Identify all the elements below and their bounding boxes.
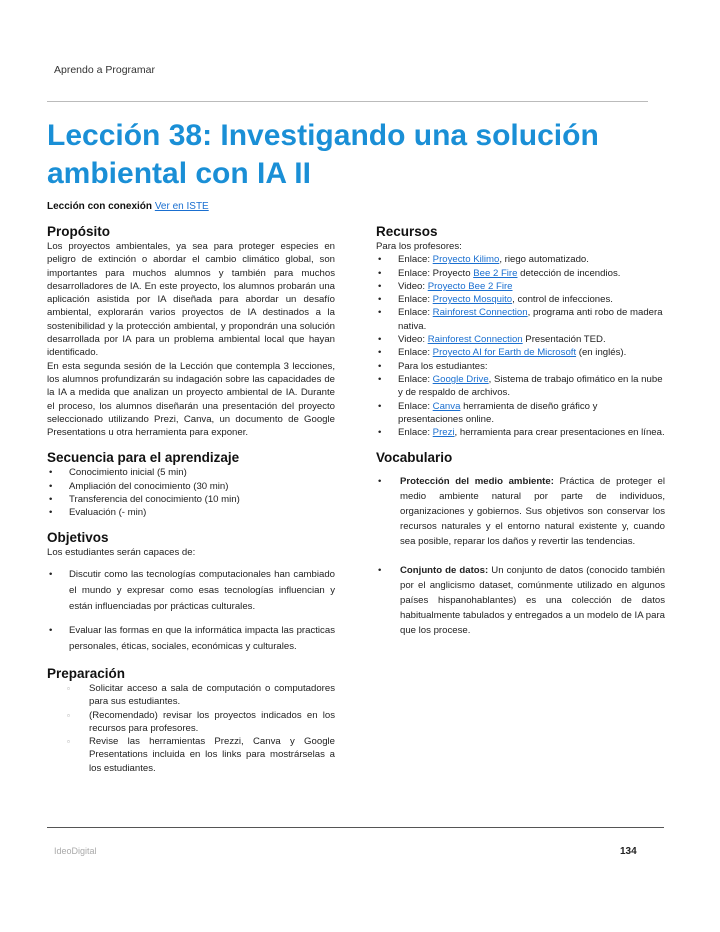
resource-link[interactable]: Rainforest Connection <box>432 307 528 319</box>
right-column <box>376 223 665 638</box>
page-number: 134 <box>620 846 637 857</box>
vocab-item <box>376 474 665 549</box>
brand-logo: IdeoDigital <box>54 846 97 856</box>
resource-text: Presentación TED. <box>522 334 606 346</box>
vocabulario-heading: Vocabulario <box>376 450 453 466</box>
page-title: Lección 38: Investigando una solución ambiental con IA II <box>47 119 599 190</box>
footer-divider <box>47 827 664 828</box>
resource-link[interactable]: Prezi <box>432 427 455 439</box>
resource-text: Enlace: <box>398 400 433 412</box>
resource-item <box>376 253 665 266</box>
resource-text: Enlace: <box>398 294 433 306</box>
connection-line <box>47 201 209 212</box>
resource-text: Video: <box>398 334 428 346</box>
list-item: • Evaluación (- min) <box>47 506 335 519</box>
resource-item <box>376 400 665 427</box>
recursos-list <box>376 253 665 439</box>
list-item: ▫ Revise las herramientas Prezzi, Canva y Google Presentations incluida en los links para mostrárselas a los estudiantes. <box>47 735 335 775</box>
vocab-term: Conjunto de datos: <box>400 565 489 577</box>
resource-link[interactable]: Proyecto Bee 2 Fire <box>427 280 513 292</box>
vocab-definition: Práctica de proteger el medio ambiente natural por parte de individuos, organizaciones y gobiernos. Sus objetivos son conservar los recursos naturales y el entorno natural existente y, cuando sea posible, reparar los daños y revertir las tendencias. <box>400 476 665 548</box>
resource-link[interactable]: Proyecto AI for Earth de Microsoft <box>432 347 577 359</box>
list-item: ▫ Solicitar acceso a sala de computación o computadores para sus estudiantes. <box>47 682 335 709</box>
resource-link[interactable]: Canva <box>432 400 461 412</box>
proposito-heading: Propósito <box>47 224 110 239</box>
resource-item <box>376 346 665 359</box>
resource-link[interactable]: Proyecto Kilimo <box>432 254 500 266</box>
resource-text: Video: <box>398 280 428 292</box>
objetivos-heading: Objetivos <box>47 529 109 545</box>
header-divider <box>47 101 648 102</box>
resource-item <box>376 293 665 306</box>
resource-text: Enlace: <box>398 427 433 439</box>
iste-link[interactable]: Ver en ISTE <box>154 201 209 212</box>
preparacion-list <box>47 682 335 775</box>
resource-item <box>376 280 665 293</box>
resource-link[interactable]: Bee 2 Fire <box>473 267 518 279</box>
resource-text: Enlace: <box>398 347 433 359</box>
proposito-p1: Los proyectos ambientales, ya sea para proteger especies en peligro de extinción o abordar el cambio climático global, son importantes para muchos alumnos y también para muchos desarrolladores de IA. En este proyecto, los alumnos probarán una aplicación asistida por IA diseñada para abordar un desafío ambiental, explorarán varios proyectos de IA destinados a la sostenibilidad y la protección ambiental, y propondrán una solución desarrollada por IA para un problema ambiental local que hayan identificado. <box>47 241 335 359</box>
connection-label: Lección con conexión <box>47 201 153 212</box>
objetivos-intro: Los estudiantes serán capaces de: <box>47 546 196 558</box>
resource-text: , programa anti robo de madera nativa. <box>398 307 663 332</box>
resource-text: , riego automatizado. <box>499 254 589 266</box>
list-item: • Ampliación del conocimiento (30 min) <box>47 480 335 493</box>
resource-link[interactable]: Google Drive <box>432 373 489 385</box>
resource-link[interactable]: Rainforest Connection <box>427 334 523 346</box>
left-column <box>47 223 335 775</box>
running-header: Aprendo a Programar <box>54 64 155 76</box>
recursos-heading: Recursos <box>376 224 438 239</box>
resource-link[interactable]: Proyecto Mosquito <box>432 294 513 306</box>
preparacion-heading: Preparación <box>47 665 126 681</box>
list-item: ▫ (Recomendado) revisar los proyectos indicados en los recursos para profesores. <box>47 709 335 736</box>
resource-text: Para los estudiantes: <box>398 360 488 372</box>
vocabulario-list <box>376 474 665 638</box>
vocab-term: Protección del medio ambiente: <box>400 476 554 488</box>
resource-item <box>376 267 665 280</box>
resource-text: Enlace: <box>398 373 433 385</box>
resource-text: detección de incendios. <box>517 267 621 279</box>
resource-text: herramienta de diseño gráfico y presentaciones online. <box>398 400 598 425</box>
recursos-intro: Para los profesores: <box>376 241 462 252</box>
objetivos-list <box>47 567 335 655</box>
resource-text: Enlace: <box>398 307 433 319</box>
resource-text: Enlace: <box>398 254 433 266</box>
list-item: • Discutir como las tecnologías computacionales han cambiado el mundo y expresar como esas tecnologías influencian y están influenciadas por prácticas culturales. <box>47 567 335 615</box>
resource-item <box>376 333 665 346</box>
secuencia-heading: Secuencia para el aprendizaje <box>47 450 240 466</box>
resource-text: , Sistema de trabajo ofimático en la nube y de respaldo de archivos. <box>398 373 663 399</box>
list-item: • Conocimiento inicial (5 min) <box>47 466 335 479</box>
resource-item <box>376 426 665 439</box>
proposito-p2: En esta segunda sesión de la Lección que contempla 3 lecciones, los alumnos profundizarán su indagación sobre las capacidades de la IA a medida que analizan un proyecto ambiental de IA. Durante el proceso, los alumnos diseñarán una presentación del proyecto seleccionado utilizando Prezi, Canva, un documento de Google Presentations u otra herramienta para exponer. <box>47 360 335 439</box>
list-item: • Transferencia del conocimiento (10 min) <box>47 493 335 506</box>
resource-item <box>376 306 665 333</box>
resource-text: , control de infecciones. <box>512 294 613 306</box>
resource-item <box>376 373 665 400</box>
resource-item <box>376 360 665 373</box>
vocab-definition: Un conjunto de datos (conocido también por el anglicismo dataset, comúnmente utilizado en algunos países hispanohablantes) es una colección de datos habitualmente tabulados y entregados a un modelo de IA para que los procese. <box>400 565 665 637</box>
vocab-item <box>376 563 665 638</box>
resource-text: (en inglés). <box>576 347 627 359</box>
secuencia-list <box>47 466 335 519</box>
list-item: • Evaluar las formas en que la informática impacta las practicas personales, éticas, sociales, económicas y culturales. <box>47 623 335 655</box>
resource-text: , herramienta para crear presentaciones en línea. <box>454 427 665 439</box>
resource-text: Enlace: Proyecto <box>398 267 474 279</box>
